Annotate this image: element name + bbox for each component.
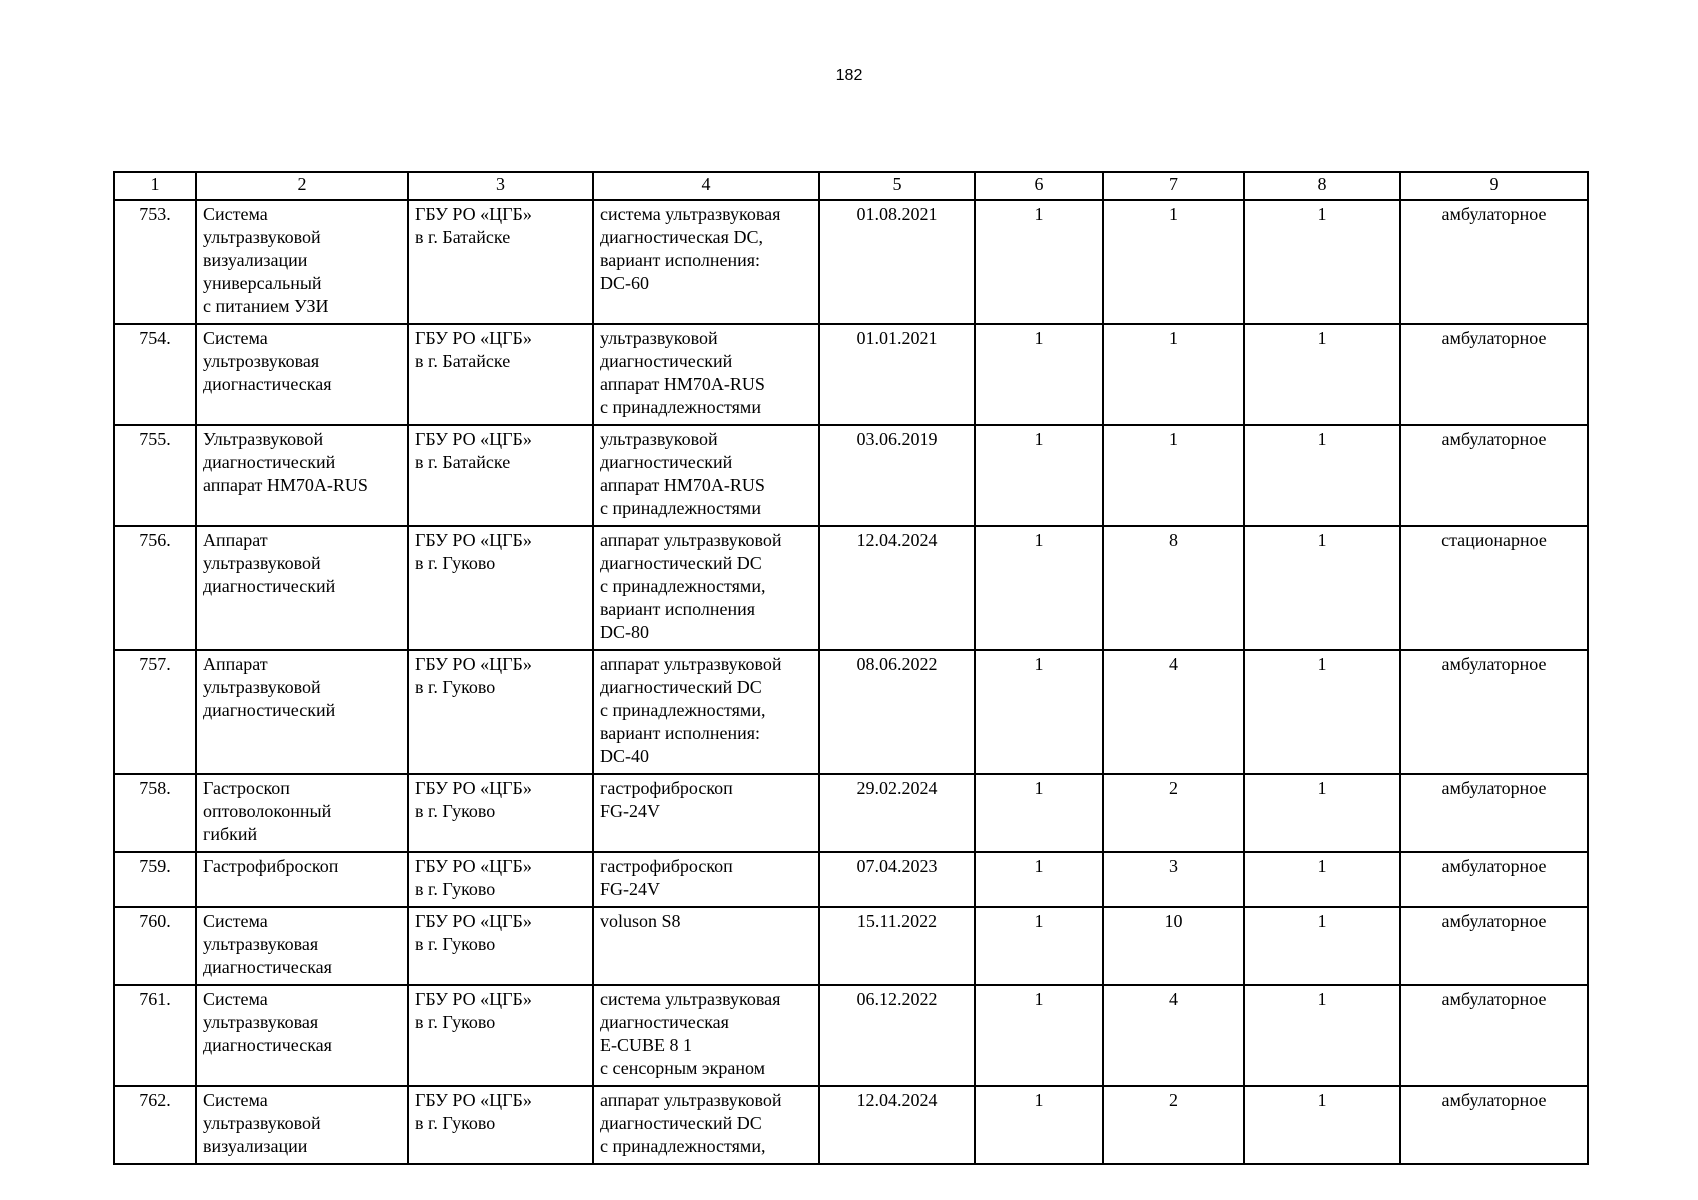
table-row: [114, 324, 1588, 425]
equipment-name: [196, 650, 408, 774]
equipment-model-line: система ультразвуковая: [600, 204, 781, 224]
equipment-name-line: Аппарат: [203, 530, 268, 550]
equipment-name-line: Аппарат: [203, 654, 268, 674]
organization-line: ГБУ РО «ЦГБ»: [415, 530, 532, 550]
equipment-model-line: аппарат HM70A-RUS: [600, 475, 765, 495]
equipment-model-line: диагностический DC: [600, 553, 762, 573]
equipment-name-line: оптоволоконный: [203, 801, 332, 821]
column-7-value: 8: [1103, 526, 1244, 650]
column-7-value: 3: [1103, 852, 1244, 907]
column-header-9: 9: [1400, 172, 1588, 200]
column-6-value: 1: [975, 774, 1103, 852]
equipment-model-line: с принадлежностями: [600, 498, 761, 518]
organization-line: в г. Гуково: [415, 879, 496, 899]
equipment-name-line: ультразвуковой: [203, 677, 321, 697]
table-row: [114, 1086, 1588, 1164]
equipment-name: [196, 774, 408, 852]
row-number: 754.: [114, 324, 196, 425]
column-header-1: 1: [114, 172, 196, 200]
equipment-model-line: вариант исполнения:: [600, 250, 761, 270]
date-cell: 07.04.2023: [819, 852, 975, 907]
column-header-3: 3: [408, 172, 593, 200]
column-8-value: 1: [1244, 425, 1400, 526]
equipment-model-line: гастрофиброскоп: [600, 778, 733, 798]
equipment-model: [593, 774, 819, 852]
equipment-model-line: DC-80: [600, 622, 649, 642]
organization-line: в г. Батайске: [415, 227, 511, 247]
equipment-name-line: визуализации: [203, 250, 308, 270]
column-6-value: 1: [975, 200, 1103, 324]
equipment-model: [593, 650, 819, 774]
equipment-model-line: диагностический: [600, 351, 733, 371]
organization-line: ГБУ РО «ЦГБ»: [415, 778, 532, 798]
column-header-7: 7: [1103, 172, 1244, 200]
row-number: 762.: [114, 1086, 196, 1164]
equipment-name-line: Гастроскоп: [203, 778, 290, 798]
table-header: [114, 172, 1588, 200]
column-header-8: 8: [1244, 172, 1400, 200]
equipment-name: [196, 425, 408, 526]
equipment-model-line: диагностический DC: [600, 1113, 762, 1133]
date-cell: 03.06.2019: [819, 425, 975, 526]
column-8-value: 1: [1244, 1086, 1400, 1164]
table-row: [114, 774, 1588, 852]
organization-line: ГБУ РО «ЦГБ»: [415, 328, 532, 348]
equipment-name: [196, 324, 408, 425]
column-7-value: 4: [1103, 650, 1244, 774]
equipment-name-line: диагностический: [203, 452, 336, 472]
column-6-value: 1: [975, 907, 1103, 985]
column-7-value: 1: [1103, 324, 1244, 425]
equipment-name-line: диагностическая: [203, 957, 332, 977]
equipment-model-line: voluson S8: [600, 911, 681, 931]
equipment-model-line: аппарат ультразвуковой: [600, 530, 782, 550]
equipment-name-line: Система: [203, 989, 268, 1009]
header-row: [114, 172, 1588, 200]
equipment-name: [196, 200, 408, 324]
page-number: 182: [835, 67, 863, 84]
equipment-name-line: ультразвуковой: [203, 1113, 321, 1133]
column-6-value: 1: [975, 324, 1103, 425]
equipment-name-line: аппарат HM70A-RUS: [203, 475, 368, 495]
equipment-name-line: диагностическая: [203, 1035, 332, 1055]
equipment-name-line: универсальный: [203, 273, 322, 293]
date-cell: 08.06.2022: [819, 650, 975, 774]
column-7-value: 10: [1103, 907, 1244, 985]
organization: [408, 425, 593, 526]
equipment-name-line: Система: [203, 1090, 268, 1110]
organization: [408, 650, 593, 774]
equipment-model-line: диагностический: [600, 452, 733, 472]
equipment-model: [593, 907, 819, 985]
row-number: 760.: [114, 907, 196, 985]
equipment-model: [593, 425, 819, 526]
column-8-value: 1: [1244, 200, 1400, 324]
care-type: амбулаторное: [1400, 650, 1588, 774]
date-cell: 12.04.2024: [819, 1086, 975, 1164]
care-type: амбулаторное: [1400, 1086, 1588, 1164]
organization-line: ГБУ РО «ЦГБ»: [415, 654, 532, 674]
column-8-value: 1: [1244, 526, 1400, 650]
equipment-model-line: E-CUBE 8 1: [600, 1035, 692, 1055]
row-number: 758.: [114, 774, 196, 852]
equipment-model-line: FG-24V: [600, 879, 661, 899]
date-cell: 12.04.2024: [819, 526, 975, 650]
equipment-model-line: вариант исполнения:: [600, 723, 761, 743]
equipment-model-line: с сенсорным экраном: [600, 1058, 766, 1078]
equipment-model-line: аппарат ультразвуковой: [600, 1090, 782, 1110]
date-cell: 01.01.2021: [819, 324, 975, 425]
organization-line: ГБУ РО «ЦГБ»: [415, 204, 532, 224]
table-row: [114, 852, 1588, 907]
table-row: [114, 907, 1588, 985]
equipment-model-line: с принадлежностями: [600, 397, 761, 417]
equipment-name-line: Система: [203, 911, 268, 931]
organization: [408, 852, 593, 907]
equipment-model-line: диагностическая DC,: [600, 227, 763, 247]
equipment-model: [593, 526, 819, 650]
column-6-value: 1: [975, 852, 1103, 907]
column-header-2: 2: [196, 172, 408, 200]
row-number: 757.: [114, 650, 196, 774]
organization-line: ГБУ РО «ЦГБ»: [415, 1090, 532, 1110]
equipment-name-line: диогнастическая: [203, 374, 332, 394]
organization-line: в г. Гуково: [415, 934, 496, 954]
organization: [408, 1086, 593, 1164]
equipment-name-line: ультрозвуковая: [203, 351, 320, 371]
column-8-value: 1: [1244, 852, 1400, 907]
equipment-name: [196, 1086, 408, 1164]
row-number: 756.: [114, 526, 196, 650]
organization: [408, 907, 593, 985]
care-type: амбулаторное: [1400, 425, 1588, 526]
column-7-value: 1: [1103, 425, 1244, 526]
equipment-model-line: аппарат HM70A-RUS: [600, 374, 765, 394]
row-number: 753.: [114, 200, 196, 324]
organization: [408, 526, 593, 650]
column-7-value: 2: [1103, 774, 1244, 852]
organization-line: в г. Гуково: [415, 801, 496, 821]
column-6-value: 1: [975, 425, 1103, 526]
organization: [408, 774, 593, 852]
organization-line: в г. Гуково: [415, 553, 496, 573]
column-8-value: 1: [1244, 774, 1400, 852]
equipment-name-line: Ультразвуковой: [203, 429, 324, 449]
column-header-6: 6: [975, 172, 1103, 200]
table-row: [114, 985, 1588, 1086]
column-8-value: 1: [1244, 985, 1400, 1086]
column-7-value: 4: [1103, 985, 1244, 1086]
equipment-model: [593, 985, 819, 1086]
care-type: амбулаторное: [1400, 324, 1588, 425]
equipment-model-line: вариант исполнения: [600, 599, 756, 619]
organization-line: в г. Батайске: [415, 351, 511, 371]
care-type: амбулаторное: [1400, 985, 1588, 1086]
organization-line: в г. Батайске: [415, 452, 511, 472]
organization-line: ГБУ РО «ЦГБ»: [415, 989, 532, 1009]
column-6-value: 1: [975, 650, 1103, 774]
column-6-value: 1: [975, 1086, 1103, 1164]
column-8-value: 1: [1244, 650, 1400, 774]
equipment-name-line: Система: [203, 328, 268, 348]
care-type: стационарное: [1400, 526, 1588, 650]
equipment-model: [593, 1086, 819, 1164]
organization: [408, 324, 593, 425]
column-7-value: 2: [1103, 1086, 1244, 1164]
equipment-model: [593, 200, 819, 324]
column-header-4: 4: [593, 172, 819, 200]
table-body: [114, 200, 1588, 1164]
row-number: 759.: [114, 852, 196, 907]
equipment-name-line: ультразвуковая: [203, 1012, 319, 1032]
table-row: [114, 200, 1588, 324]
date-cell: 06.12.2022: [819, 985, 975, 1086]
equipment-model-line: с принадлежностями,: [600, 1136, 766, 1156]
equipment-model-line: ультразвуковой: [600, 429, 718, 449]
row-number: 755.: [114, 425, 196, 526]
equipment-model-line: FG-24V: [600, 801, 661, 821]
equipment-model-line: DC-60: [600, 273, 649, 293]
equipment-model-line: аппарат ультразвуковой: [600, 654, 782, 674]
column-8-value: 1: [1244, 907, 1400, 985]
equipment-name: [196, 907, 408, 985]
equipment-table: [113, 171, 1589, 1165]
equipment-name: [196, 526, 408, 650]
equipment-model: [593, 852, 819, 907]
equipment-model-line: с принадлежностями,: [600, 700, 766, 720]
column-7-value: 1: [1103, 200, 1244, 324]
organization-line: ГБУ РО «ЦГБ»: [415, 856, 532, 876]
care-type: амбулаторное: [1400, 852, 1588, 907]
equipment-name-line: диагностический: [203, 700, 336, 720]
column-6-value: 1: [975, 985, 1103, 1086]
equipment-model-line: диагностический DC: [600, 677, 762, 697]
equipment-name: [196, 852, 408, 907]
equipment-model-line: гастрофиброскоп: [600, 856, 733, 876]
equipment-model-line: DC-40: [600, 746, 649, 766]
equipment-model: [593, 324, 819, 425]
equipment-name-line: визуализации: [203, 1136, 308, 1156]
column-6-value: 1: [975, 526, 1103, 650]
equipment-name-line: ультразвуковая: [203, 934, 319, 954]
equipment-name-line: ультразвуковой: [203, 227, 321, 247]
organization-line: в г. Гуково: [415, 1012, 496, 1032]
equipment-name-line: с питанием УЗИ: [203, 296, 329, 316]
care-type: амбулаторное: [1400, 907, 1588, 985]
equipment-name-line: ультразвуковой: [203, 553, 321, 573]
column-header-5: 5: [819, 172, 975, 200]
date-cell: 01.08.2021: [819, 200, 975, 324]
organization-line: в г. Гуково: [415, 677, 496, 697]
care-type: амбулаторное: [1400, 774, 1588, 852]
table-row: [114, 650, 1588, 774]
equipment-name-line: диагностический: [203, 576, 336, 596]
organization-line: в г. Гуково: [415, 1113, 496, 1133]
date-cell: 15.11.2022: [819, 907, 975, 985]
equipment-name: [196, 985, 408, 1086]
equipment-model-line: с принадлежностями,: [600, 576, 766, 596]
date-cell: 29.02.2024: [819, 774, 975, 852]
equipment-model-line: ультразвуковой: [600, 328, 718, 348]
organization: [408, 200, 593, 324]
table-row: [114, 425, 1588, 526]
equipment-model-line: система ультразвуковая: [600, 989, 781, 1009]
equipment-model-line: диагностическая: [600, 1012, 729, 1032]
table-row: [114, 526, 1588, 650]
equipment-name-line: Система: [203, 204, 268, 224]
row-number: 761.: [114, 985, 196, 1086]
organization-line: ГБУ РО «ЦГБ»: [415, 429, 532, 449]
equipment-name-line: гибкий: [203, 824, 258, 844]
organization-line: ГБУ РО «ЦГБ»: [415, 911, 532, 931]
column-8-value: 1: [1244, 324, 1400, 425]
care-type: амбулаторное: [1400, 200, 1588, 324]
equipment-name-line: Гастрофиброскоп: [203, 856, 339, 876]
organization: [408, 985, 593, 1086]
